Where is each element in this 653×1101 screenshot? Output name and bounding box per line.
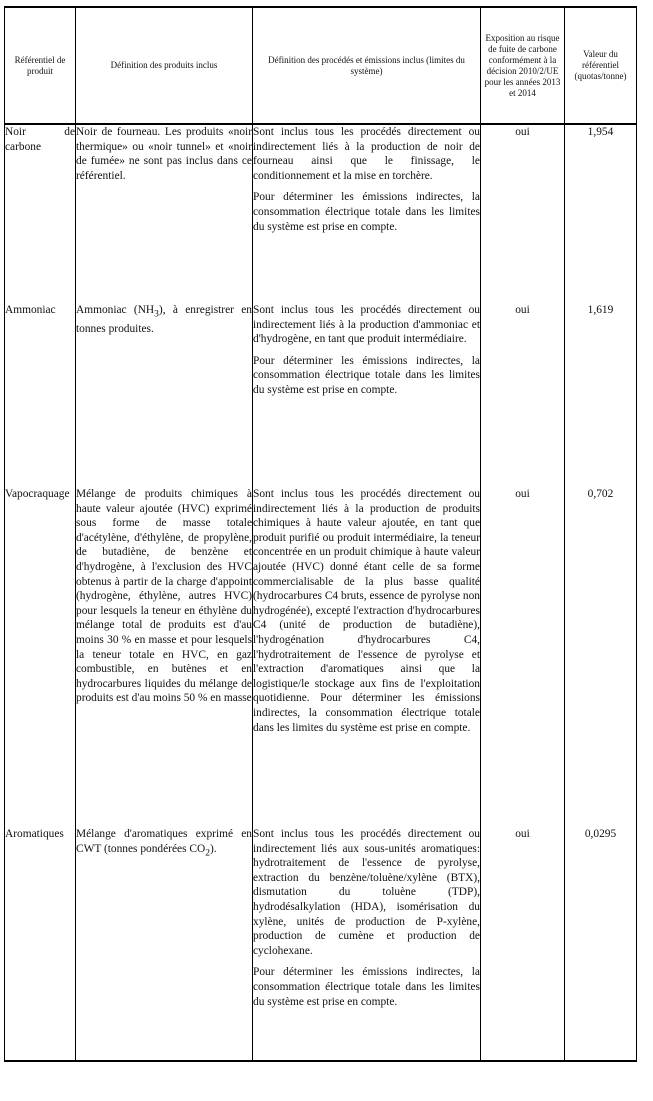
benchmark-value: 0,0295 xyxy=(565,827,637,1061)
process-paragraph: Sont inclus tous les procédés directement ou indirectement liés aux sous-unités aromatiques: hydrotraitement de l'essence de pyrolyse, extraction du benzène/toluène/xylène (BTX), dismutation du toluène (TDP), hydrodésalkylation (HDA), isomérisation du xylène, unités de production de P-xylène, production de cumène et production de cyclohexane. xyxy=(253,828,480,957)
benchmark-name: Noir de carbone xyxy=(5,124,76,303)
product-definition-text: Ammoniac (NH xyxy=(76,304,155,316)
process-paragraph: Sont inclus tous les procédés directement ou indirectement liés à la production d'ammoniac et d'hydrogène, en tant que produit intermédiaire. xyxy=(253,304,480,346)
product-definition: Noir de fourneau. Les produits «noir thermique» ou «noir tunnel» et «noir de fumée» ne sont pas inclus dans ce référentiel. xyxy=(76,124,253,303)
table-header-row xyxy=(5,7,637,124)
process-paragraph: Sont inclus tous les procédés directement ou indirectement liés à la production de produits chimiques à haute valeur ajoutée, en tant que produit purifié ou produit intermédiaire, la teneur concentrée en un produit chimique à haute valeur ajoutée (HVC) donné étant celle de sa forme commercialisable de la plus basse qualité (hydrocarbures C4 bruts, essence de pyrolyse non hydrogénée), excepté l'extraction d'hydrocarbures C4 (unité de production de butadiène), l'hydrogénation d'hydrocarbures C4, l'hydrotraitement de l'essence de pyrolyse et l'extraction d'aromatiques ainsi que la logistique/le stockage aux fins de l'exploitation quotidienne. Pour déterminer les émissions indirectes, la consommation électrique totale dans les limites du système est prise en compte. xyxy=(253,488,480,734)
process-paragraph: Sont inclus tous les procédés directement ou indirectement liés à la production de noir de fourneau ainsi que le finissage, le conditionnement et la mise en torchère. xyxy=(253,126,480,182)
process-paragraph: Pour déterminer les émissions indirectes, la consommation électrique totale dans les limites du système est prise en compte. xyxy=(253,354,480,396)
subscript: 2 xyxy=(205,847,210,858)
product-definition-text: ), à enregistrer en tonnes produites. xyxy=(76,304,252,335)
table-row xyxy=(5,303,637,487)
carbon-leakage-exposure: oui xyxy=(481,124,565,303)
header-value: Valeur du référentiel (quotas/tonne) xyxy=(565,7,637,124)
carbon-leakage-exposure: oui xyxy=(481,827,565,1061)
header-processes: Définition des procédés et émissions inclus (limites du système) xyxy=(253,7,481,124)
table-row xyxy=(5,827,637,1061)
benchmark-value: 0,702 xyxy=(565,487,637,827)
product-definition-text: ). xyxy=(209,842,217,855)
table-row xyxy=(5,124,637,303)
benchmark-table xyxy=(4,6,637,1062)
product-definition xyxy=(76,827,253,1061)
table-row xyxy=(5,487,637,827)
process-paragraph: Pour déterminer les émissions indirectes, la consommation électrique totale dans les limites du système est prise en compte. xyxy=(253,966,480,1008)
process-definition xyxy=(253,303,481,487)
benchmark-value: 1,619 xyxy=(565,303,637,487)
product-definition-text: Mélange d'aromatiques exprimé en CWT (tonnes pondérées CO xyxy=(76,828,252,855)
benchmark-name: Aromatiques xyxy=(5,827,76,1061)
product-definition: Mélange de produits chimiques à haute valeur ajoutée (HVC) exprimé sous forme de masse totale d'acétylène, d'éthylène, de propylène, de butadiène, de benzène et d'hydrogène, à l'exclusion des HVC obtenus à partir de la charge d'appoint (hydrogène, éthylène, autres HVC) pour lesquels la teneur en éthylène du mélange total de produits est d'au moins 30 % en masse et pour lesquels la teneur totale en HVC, en gaz combustible, en butènes et en hydrocarbures liquides du mélange de produits est d'au moins 50 % en masse xyxy=(76,487,253,827)
process-paragraph: Pour déterminer les émissions indirectes, la consommation électrique totale dans les limites du système est prise en compte. xyxy=(253,191,480,233)
carbon-leakage-exposure: oui xyxy=(481,487,565,827)
process-definition xyxy=(253,124,481,303)
benchmark-value: 1,954 xyxy=(565,124,637,303)
process-definition xyxy=(253,487,481,827)
product-definition xyxy=(76,303,253,487)
header-benchmark: Référentiel de produit xyxy=(5,7,76,124)
benchmark-name: Vapocraquage xyxy=(5,487,76,827)
header-exposure: Exposition au risque de fuite de carbone conformément à la décision 2010/2/UE pour les années 2013 et 2014 xyxy=(481,7,565,124)
subscript: 3 xyxy=(154,309,159,320)
header-products: Définition des produits inclus xyxy=(76,7,253,124)
benchmark-name: Ammoniac xyxy=(5,303,76,487)
process-definition xyxy=(253,827,481,1061)
carbon-leakage-exposure: oui xyxy=(481,303,565,487)
